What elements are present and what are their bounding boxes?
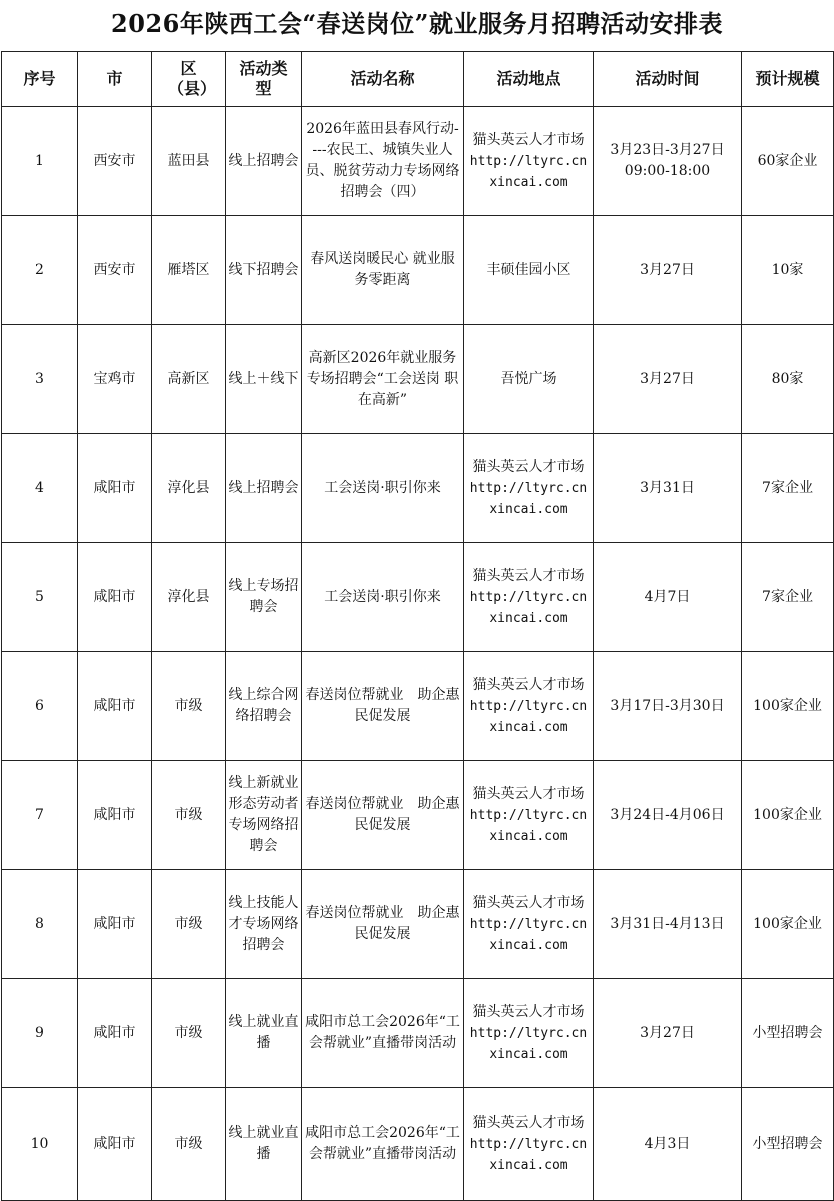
row-city-text: 咸阳市 — [93, 588, 136, 605]
row-time-text: 4月3日 — [644, 1135, 691, 1152]
row-city — [78, 434, 152, 543]
header-scale: 预计规模 — [742, 52, 834, 107]
row-location — [464, 543, 594, 652]
row-scale-text: 7家企业 — [762, 588, 813, 605]
table-row — [2, 216, 834, 325]
row-no-text: 10 — [30, 1135, 49, 1152]
table-row — [2, 979, 834, 1088]
row-name — [302, 761, 464, 870]
row-name — [302, 979, 464, 1088]
row-district-text: 市级 — [174, 1024, 203, 1041]
row-type — [226, 107, 302, 216]
row-no — [2, 652, 78, 761]
row-location-name: 猫头英云人才市场 — [472, 785, 585, 802]
row-time-text: 3月27日 — [640, 261, 695, 278]
row-location-name: 猫头英云人才市场 — [472, 676, 585, 693]
schedule-table — [1, 51, 834, 1201]
row-scale — [742, 979, 834, 1088]
row-type — [226, 1088, 302, 1201]
row-time — [594, 216, 742, 325]
row-no — [2, 107, 78, 216]
row-city — [78, 325, 152, 434]
row-scale-text: 100家企业 — [753, 915, 822, 932]
row-location — [464, 761, 594, 870]
header-location: 活动地点 — [464, 52, 594, 107]
row-name — [302, 325, 464, 434]
row-location-url-cont: xincai.com — [489, 937, 568, 953]
row-location — [464, 870, 594, 979]
row-city-text: 咸阳市 — [93, 479, 136, 496]
row-type — [226, 870, 302, 979]
row-location-url: http://ltyrc.cn — [469, 589, 588, 605]
row-no-text: 6 — [35, 697, 44, 714]
row-location — [464, 652, 594, 761]
row-name — [302, 216, 464, 325]
row-time-text: 3月31日 — [640, 479, 695, 496]
row-location-name: 猫头英云人才市场 — [472, 1003, 585, 1020]
row-location — [464, 325, 594, 434]
row-city-text: 咸阳市 — [93, 1135, 136, 1152]
header-district: 区（县） — [152, 52, 226, 107]
row-district — [152, 107, 226, 216]
row-type-text: 线上新就业形态劳动者专场网络招聘会 — [228, 775, 299, 854]
row-type-text: 线上招聘会 — [228, 479, 299, 496]
row-no — [2, 434, 78, 543]
row-location-name: 猫头英云人才市场 — [472, 458, 585, 475]
row-city-text: 宝鸡市 — [93, 370, 136, 387]
row-scale — [742, 652, 834, 761]
row-name-text: 工会送岗·职引你来 — [324, 588, 441, 605]
row-city — [78, 1088, 152, 1201]
row-no — [2, 325, 78, 434]
row-name-text: 咸阳市总工会2026年“工会帮就业”直播带岗活动 — [305, 1014, 460, 1051]
row-district-text: 蓝田县 — [167, 152, 210, 169]
row-location-name: 猫头英云人才市场 — [472, 894, 585, 911]
row-scale-text: 小型招聘会 — [752, 1024, 823, 1041]
schedule-body — [2, 107, 834, 1201]
row-scale — [742, 216, 834, 325]
row-district-text: 市级 — [174, 915, 203, 932]
row-scale — [742, 1088, 834, 1201]
row-time — [594, 761, 742, 870]
row-district — [152, 870, 226, 979]
header-time: 活动时间 — [594, 52, 742, 107]
row-type-text: 线上综合网络招聘会 — [228, 687, 299, 724]
row-location-url-cont: xincai.com — [489, 1046, 568, 1062]
row-type-text: 线上技能人才专场网络招聘会 — [228, 894, 299, 953]
row-type — [226, 434, 302, 543]
row-name — [302, 652, 464, 761]
row-district — [152, 1088, 226, 1201]
table-row — [2, 434, 834, 543]
row-location-name: 吾悦广场 — [500, 370, 557, 387]
table-row — [2, 652, 834, 761]
row-location-name: 猫头英云人才市场 — [472, 131, 585, 148]
row-time — [594, 1088, 742, 1201]
row-location — [464, 979, 594, 1088]
row-scale-text: 60家企业 — [757, 152, 818, 169]
row-district — [152, 216, 226, 325]
row-type — [226, 216, 302, 325]
header-city: 市 — [78, 52, 152, 107]
row-city-text: 西安市 — [93, 152, 136, 169]
row-location-name: 猫头英云人才市场 — [472, 1114, 585, 1131]
row-time-text: 3月27日 — [640, 370, 695, 387]
row-no — [2, 1088, 78, 1201]
row-location-url: http://ltyrc.cn — [469, 1136, 588, 1152]
header-no: 序号 — [2, 52, 78, 107]
row-city — [78, 216, 152, 325]
table-row — [2, 543, 834, 652]
row-scale-text: 10家 — [771, 261, 804, 278]
row-name-text: 春风送岗暖民心 就业服务零距离 — [310, 251, 455, 288]
row-name — [302, 434, 464, 543]
table-row — [2, 325, 834, 434]
row-city-text: 咸阳市 — [93, 915, 136, 932]
row-location-url-cont: xincai.com — [489, 501, 568, 517]
row-type — [226, 325, 302, 434]
row-name-text: 2026年蓝田县春风行动----农民工、城镇失业人员、脱贫劳动力专场网络招聘会（四） — [305, 121, 460, 200]
row-time — [594, 325, 742, 434]
table-row — [2, 870, 834, 979]
row-type-text: 线上＋线下 — [228, 370, 299, 387]
row-district-text: 雁塔区 — [167, 261, 210, 278]
table-row — [2, 761, 834, 870]
row-name — [302, 107, 464, 216]
row-type — [226, 761, 302, 870]
row-city-text: 咸阳市 — [93, 697, 136, 714]
row-location-url: http://ltyrc.cn — [469, 153, 588, 169]
row-city-text: 咸阳市 — [93, 806, 136, 823]
row-district — [152, 979, 226, 1088]
row-time-text: 3月31日-4月13日 — [610, 915, 725, 932]
row-time — [594, 870, 742, 979]
header-row — [2, 52, 834, 107]
row-no-text: 2 — [35, 261, 44, 278]
row-type-text: 线上招聘会 — [228, 152, 299, 169]
row-district-text: 市级 — [174, 697, 203, 714]
table-row — [2, 1088, 834, 1201]
row-location — [464, 107, 594, 216]
row-time — [594, 434, 742, 543]
row-name-text: 工会送岗·职引你来 — [324, 479, 441, 496]
row-name — [302, 870, 464, 979]
row-location-url: http://ltyrc.cn — [469, 916, 588, 932]
row-city — [78, 979, 152, 1088]
row-time — [594, 979, 742, 1088]
row-city — [78, 652, 152, 761]
row-type-text: 线下招聘会 — [228, 261, 299, 278]
row-name-text: 春送岗位帮就业 助企惠民促发展 — [305, 905, 460, 942]
row-location-url-cont: xincai.com — [489, 828, 568, 844]
row-district — [152, 543, 226, 652]
row-name — [302, 543, 464, 652]
row-location-name: 丰硕佳园小区 — [486, 261, 571, 278]
row-location-url: http://ltyrc.cn — [469, 807, 588, 823]
row-time — [594, 652, 742, 761]
row-no — [2, 216, 78, 325]
row-time-text: 3月24日-4月06日 — [610, 806, 725, 823]
row-scale — [742, 870, 834, 979]
row-time-text: 3月23日-3月27日 — [610, 142, 725, 158]
row-city — [78, 107, 152, 216]
row-district — [152, 761, 226, 870]
row-district — [152, 325, 226, 434]
row-type — [226, 652, 302, 761]
row-scale — [742, 543, 834, 652]
row-district — [152, 652, 226, 761]
row-type-text: 线上就业直播 — [228, 1125, 299, 1162]
row-no — [2, 870, 78, 979]
row-time-text: 3月17日-3月30日 — [610, 697, 725, 714]
row-city — [78, 761, 152, 870]
row-location-url-cont: xincai.com — [489, 174, 568, 190]
row-time — [594, 107, 742, 216]
row-scale — [742, 761, 834, 870]
row-type-text: 线上就业直播 — [228, 1014, 299, 1051]
row-no — [2, 543, 78, 652]
row-location-name: 猫头英云人才市场 — [472, 567, 585, 584]
row-no-text: 3 — [35, 370, 44, 387]
row-district-text: 高新区 — [167, 370, 210, 387]
row-name-text: 春送岗位帮就业 助企惠民促发展 — [305, 796, 460, 833]
row-no-text: 4 — [35, 479, 44, 496]
row-city-text: 西安市 — [93, 261, 136, 278]
row-district — [152, 434, 226, 543]
row-scale-text: 7家企业 — [762, 479, 813, 496]
row-district-text: 淳化县 — [167, 479, 210, 496]
row-scale-text: 80家 — [771, 370, 804, 387]
row-scale-text: 小型招聘会 — [752, 1135, 823, 1152]
row-scale-text: 100家企业 — [753, 806, 822, 823]
header-name: 活动名称 — [302, 52, 464, 107]
row-type-text: 线上专场招聘会 — [228, 578, 299, 615]
row-location-url-cont: xincai.com — [489, 610, 568, 626]
row-city — [78, 543, 152, 652]
row-no — [2, 979, 78, 1088]
row-location-url-cont: xincai.com — [489, 1157, 568, 1173]
row-scale — [742, 107, 834, 216]
row-time-text: 3月27日 — [640, 1024, 695, 1041]
row-no-text: 1 — [35, 152, 44, 169]
row-scale — [742, 325, 834, 434]
row-location — [464, 1088, 594, 1201]
row-scale-text: 100家企业 — [753, 697, 822, 714]
row-name-text: 咸阳市总工会2026年“工会帮就业”直播带岗活动 — [305, 1125, 460, 1162]
table-row — [2, 107, 834, 216]
row-district-text: 淳化县 — [167, 588, 210, 605]
row-no-text: 7 — [35, 806, 44, 823]
row-no — [2, 761, 78, 870]
row-type — [226, 979, 302, 1088]
row-location-url: http://ltyrc.cn — [469, 480, 588, 496]
row-name-text: 高新区2026年就业服务专场招聘会“工会送岗 职在高新” — [306, 349, 459, 408]
row-location-url: http://ltyrc.cn — [469, 1025, 588, 1041]
row-location-url-cont: xincai.com — [489, 719, 568, 735]
row-district-text: 市级 — [174, 806, 203, 823]
row-city — [78, 870, 152, 979]
page-title: 2026年陕西工会“春送岗位”就业服务月招聘活动安排表 — [111, 9, 723, 38]
row-no-text: 9 — [35, 1024, 44, 1041]
row-location — [464, 216, 594, 325]
row-no-text: 5 — [35, 588, 44, 605]
row-name — [302, 1088, 464, 1201]
row-scale — [742, 434, 834, 543]
row-name-text: 春送岗位帮就业 助企惠民促发展 — [305, 687, 460, 724]
row-city-text: 咸阳市 — [93, 1024, 136, 1041]
row-no-text: 8 — [35, 915, 44, 932]
header-type: 活动类型 — [226, 52, 302, 107]
row-district-text: 市级 — [174, 1135, 203, 1152]
row-location — [464, 434, 594, 543]
row-time-hours: 09:00-18:00 — [624, 163, 711, 179]
row-time-text: 4月7日 — [644, 588, 691, 605]
row-type — [226, 543, 302, 652]
row-time — [594, 543, 742, 652]
row-location-url: http://ltyrc.cn — [469, 698, 588, 714]
